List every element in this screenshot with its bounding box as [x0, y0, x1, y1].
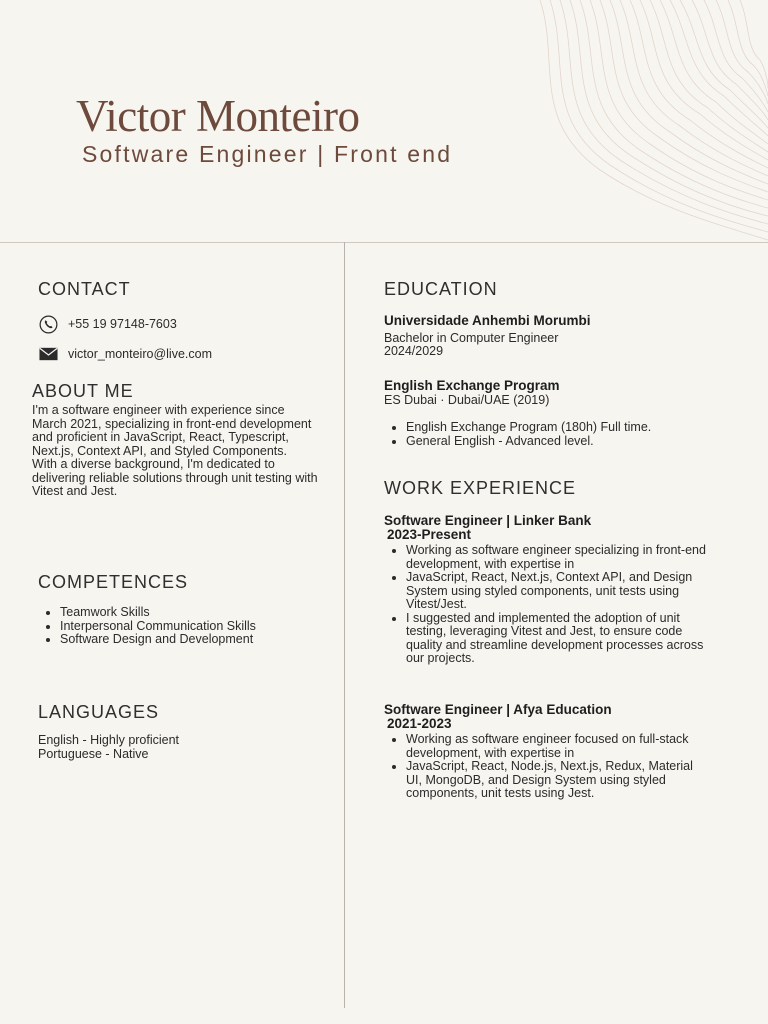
competences-heading: COMPETENCES — [38, 572, 189, 592]
list-item: • JavaScript, React, Node.js, Next.js, Redux, Material UI, MongoDB, and Design System using styled components, unit tests using Jest. — [406, 760, 706, 801]
competences-list — [38, 606, 268, 647]
list-item: • General English - Advanced level. — [406, 435, 714, 449]
list-item: • Software Design and Development — [60, 633, 268, 647]
list-item: • English Exchange Program (180h) Full time. — [406, 421, 714, 435]
program-name: English Exchange Program — [384, 378, 560, 393]
competences-list-wrap — [38, 606, 268, 647]
job-bullets — [384, 544, 706, 666]
job-title: Software Engineer | Front end — [82, 141, 453, 167]
list-item: • I suggested and implemented the adoption of unit testing, leveraging Vitest and Jest, to ensure code quality and streamline development processes across our projects. — [406, 612, 706, 666]
list-item: • JavaScript, React, Next.js, Context API, and Design System using styled components, unit tests using Vitest/Jest. — [406, 571, 706, 612]
education-heading: EDUCATION — [384, 279, 498, 299]
decorative-wave-lines — [520, 0, 768, 245]
language-item: English - Highly proficient — [38, 733, 180, 747]
phone-number: +55 19 97148-7603 — [68, 317, 177, 331]
job-bullets — [384, 733, 706, 801]
job-entry — [384, 514, 706, 666]
job-entry — [384, 703, 706, 801]
list-item: • Teamwork Skills — [60, 606, 268, 620]
header-divider — [0, 242, 768, 243]
contact-email — [38, 344, 212, 364]
about-text — [32, 404, 322, 499]
email-address: victor_monteiro@live.com — [68, 347, 212, 361]
list-item: • Interpersonal Communication Skills — [60, 620, 268, 634]
institution-name: Universidade Anhembi Morumbi — [384, 313, 591, 328]
program-location: ES Dubai · Dubai/UAE (2019) — [384, 392, 550, 407]
candidate-name: Victor Monteiro — [76, 91, 360, 141]
languages-list — [38, 734, 298, 761]
job-title: Software Engineer | Linker Bank — [384, 513, 592, 528]
program-bullets — [384, 421, 714, 448]
education-entry — [384, 314, 714, 359]
contact-phone — [38, 314, 177, 334]
list-item: • Working as software engineer specializing in front-end development, with expertise in — [406, 544, 706, 571]
list-item: • Working as software engineer focused on full-stack development, with expertise in — [406, 733, 706, 760]
about-paragraph-2: With a diverse background, I'm dedicated to delivering reliable solutions through unit testing with Vitest and Jest. — [32, 457, 318, 498]
education-entry — [384, 379, 714, 448]
languages-heading: LANGUAGES — [38, 702, 160, 722]
work-heading: WORK EXPERIENCE — [384, 478, 577, 498]
envelope-icon — [38, 344, 58, 364]
contact-heading: CONTACT — [38, 279, 131, 299]
period: 2024/2029 — [384, 344, 444, 358]
language-item: Portuguese - Native — [38, 746, 149, 761]
job-period: 2021-2023 — [387, 715, 452, 731]
degree: Bachelor in Computer Engineer — [384, 330, 559, 345]
column-divider — [344, 242, 345, 1008]
phone-icon — [38, 314, 58, 334]
about-heading: ABOUT ME — [32, 381, 134, 401]
job-title: Software Engineer | Afya Education — [384, 702, 612, 717]
job-period: 2023-Present — [387, 526, 472, 542]
about-paragraph-1: I'm a software engineer with experience since March 2021, specializing in front-end development and proficient in JavaScript, React, Typescript, Next.js, Context API, and Styled Components. — [32, 403, 312, 458]
